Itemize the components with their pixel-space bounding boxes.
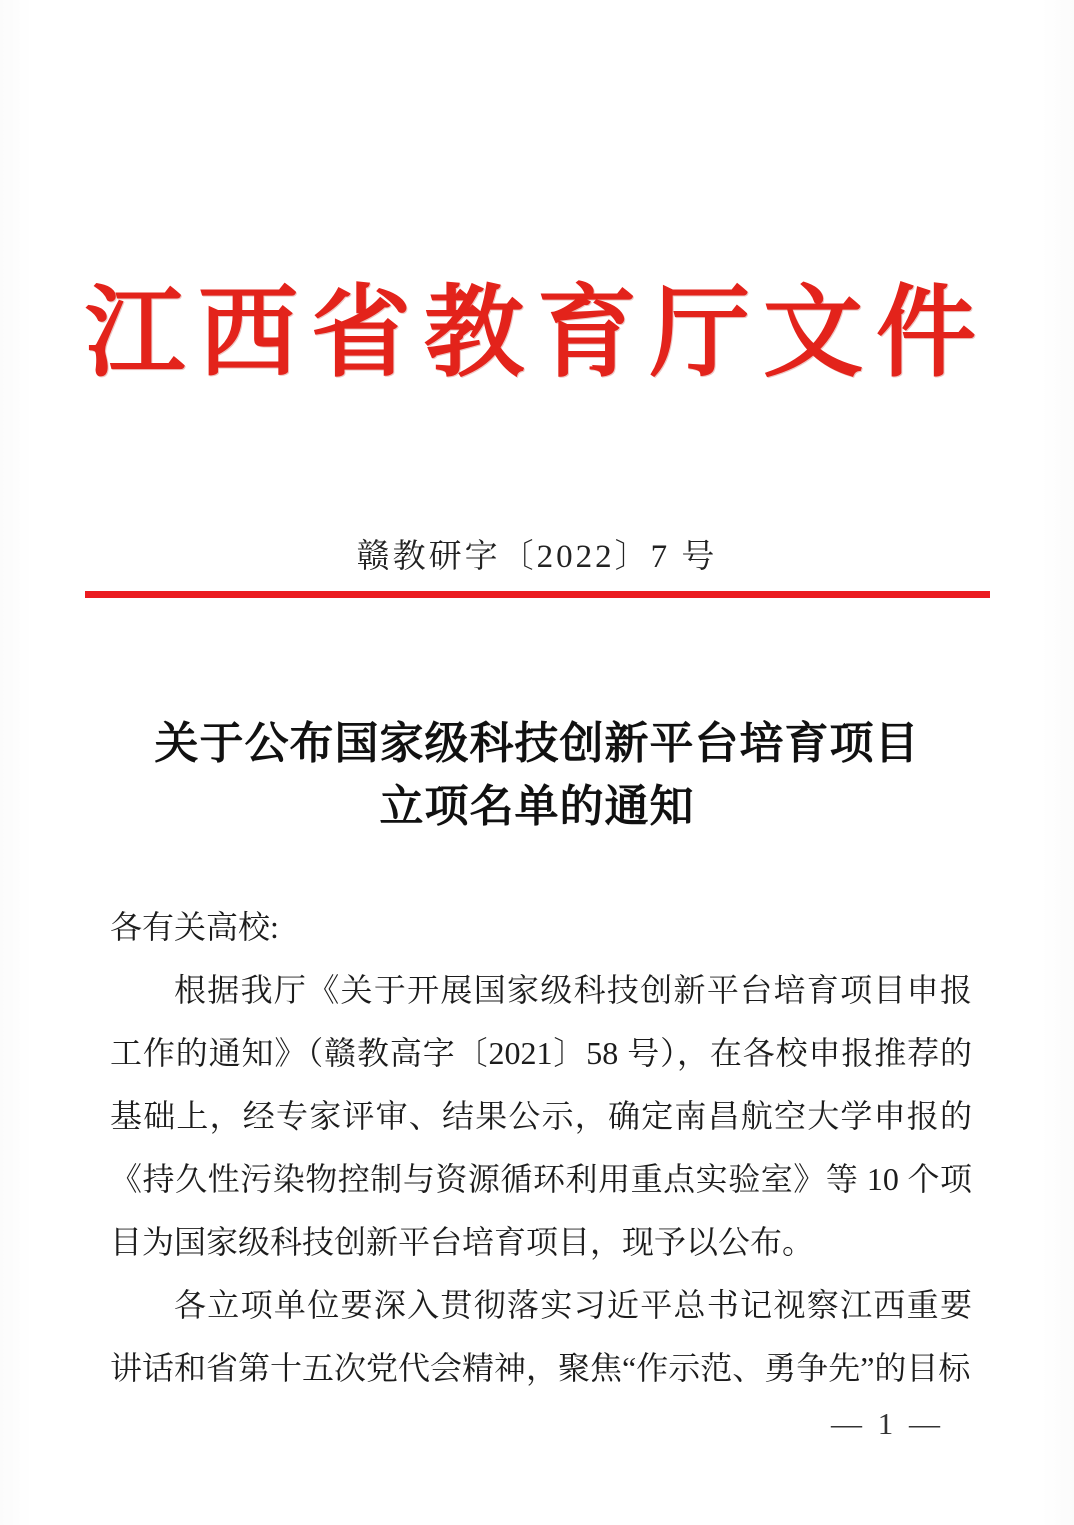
notice-title-line-2: 立项名单的通知 (379, 782, 695, 831)
salutation: 各有关高校: (110, 909, 279, 945)
notice-title (0, 712, 1074, 838)
notice-title-line-1: 关于公布国家级科技创新平台培育项目 (154, 719, 920, 768)
page-number: — 1 — (831, 1406, 944, 1441)
body-paragraph-1: 根据我厅《关于开展国家级科技创新平台培育项目申报工作的通知》（赣教高字〔2021〕58 号），在各校申报推荐的基础上，经专家评审、结果公示，确定南昌航空大学申报的《持久性污染物控制与资源循环利用重点实验室》等 10 个项目为国家级科技创新平台培育项目，现予以公布。 (110, 972, 972, 1260)
agency-header-title: 江西省教育厅文件 (85, 278, 989, 389)
red-separator-line (85, 591, 990, 598)
body-paragraph-2: 各立项单位要深入贯彻落实习近平总书记视察江西重要讲话和省第十五次党代会精神，聚焦“作示范、勇争先”的目标 (110, 1287, 972, 1386)
notice-body (110, 896, 972, 1400)
document-reference-number: 赣教研字〔2022〕7 号 (356, 539, 718, 575)
